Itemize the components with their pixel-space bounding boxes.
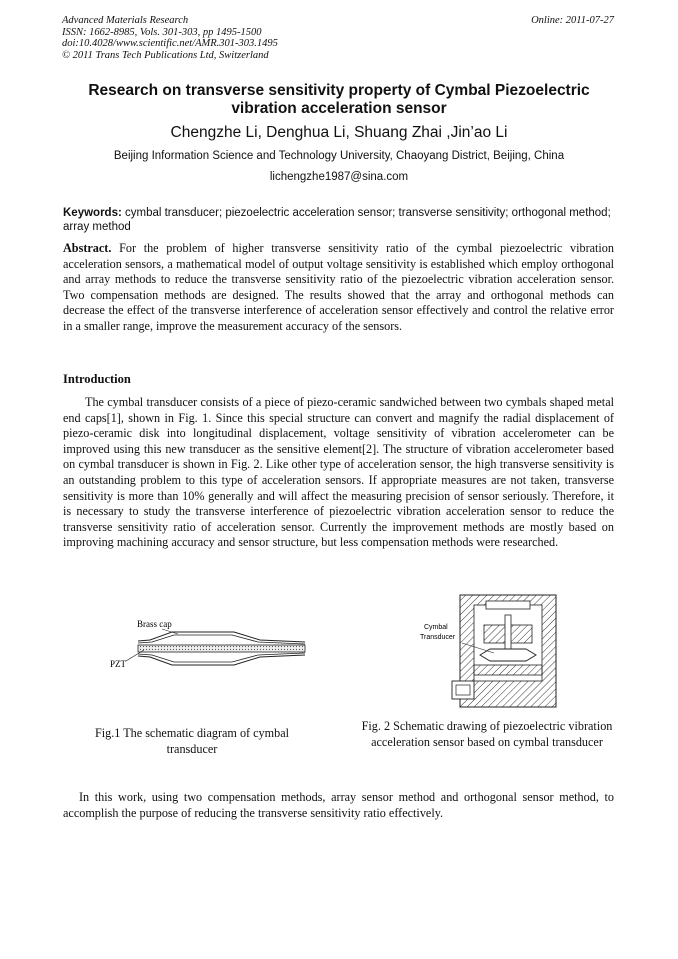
label-transducer: Transducer [420,634,456,641]
abstract-label: Abstract. [63,241,112,255]
keywords-label: Keywords: [63,207,122,219]
pzt-disk [138,645,305,652]
keywords-text: cymbal transducer; piezoelectric acceleration sensor; transverse sensitivity; orthogonal method; array method [63,207,611,233]
connector-inner [456,685,470,695]
abstract-text: For the problem of higher transverse sensitivity ratio of the cymbal piezoelectric vibration acceleration sensors, a mathematical model of output voltage sensitivity is established which employ orthogonal and array methods to reduce the transverse sensitivity ratio of the piezoelectric vibration acceleration sensor. Two compensation methods are designed. The results showed that the array and orthogonal methods can decrease the effect of the transverse interference of acceleration sensor effectively and control the relative error in a smaller range, improve the measurement accuracy of the sensors. [63,241,614,333]
label-pzt: PZT [110,659,127,669]
journal-name: Advanced Materials Research [62,15,189,26]
section-heading-introduction: Introduction [63,372,131,386]
figure-2-caption: Fig. 2 Schematic drawing of piezoelectric vibration acceleration sensor based on cymbal transducer [361,719,613,749]
journal-copyright: © 2011 Trans Tech Publications Ltd, Switzerland [62,49,269,61]
lower-brass-cap-inner [138,653,305,662]
label-cymbal: Cymbal [424,624,448,631]
introduction-paragraph: The cymbal transducer consists of a piece of piezo-ceramic sandwiched between two cymbals shaped metal end caps[1], shown in Fig. 1. Since this special structure can convert and magnify the radial displacement of piezo-ceramic disk into longitudinal displacement, voltage sensitivity of vibration accelerometer can be improved using this new transducer as the sensitive element[2]. The structure of vibration accelerometer based on cymbal transducer is shown in Fig. 2. Like other type of acceleration sensor, the high transverse sensitivity is an outstanding problem to this type of acceleration sensors. If appropriate measures are not taken, transverse sensitivity is more than 10% generally and will affect the measuring precision of sensor seriously. Therefore, it is necessary to study the transverse interference of piezoelectric vibration acceleration sensor to reduce the transverse sensitivity ratio of acceleration sensor. Currently the improvement methods are mostly based on improving machining accuracy and sensor structure, but less compensation methods were researched. [63,395,614,550]
title-line-1: Research on transverse sensitivity property of Cymbal Piezoelectric [88,82,590,99]
upper-brass-cap [138,632,305,642]
figure-1-caption: Fig.1 The schematic diagram of cymbal transducer [94,726,290,756]
title-line-2: vibration acceleration sensor [231,100,447,117]
top-cap [486,601,530,609]
lower-brass-cap [138,655,305,665]
affiliation: Beijing Information Science and Technology University, Chaoyang District, Beijing, China [113,150,565,162]
journal-issn: ISSN: 1662-8985, Vols. 301-303, pp 1495-1500 [62,26,262,38]
journal-header [62,15,278,61]
paper-title [62,82,616,118]
author-email: lichengzhe1987@sina.com [269,171,409,183]
figure-1-cymbal-diagram [100,615,310,675]
keywords [63,206,614,234]
journal-doi: doi:10.4028/www.scientific.net/AMR.301-303.1495 [62,38,278,49]
closing-paragraph: In this work, using two compensation methods, array sensor method and orthogonal sensor method, to accomplish the purpose of reducing the transverse sensitivity ratio effectively. [63,790,614,820]
authors: Chengzhe Li, Denghua Li, Shuang Zhai ,Jin’ao Li [170,124,508,141]
base-plate [474,665,542,675]
figure-2-sensor-drawing [418,593,558,713]
abstract [63,241,614,335]
upper-brass-cap-inner [138,635,305,644]
online-date: Online: 2011-07-27 [531,15,614,26]
cymbal-element [480,649,536,661]
pzt-leader [126,650,144,661]
label-brass-cap: Brass cap [137,619,172,629]
